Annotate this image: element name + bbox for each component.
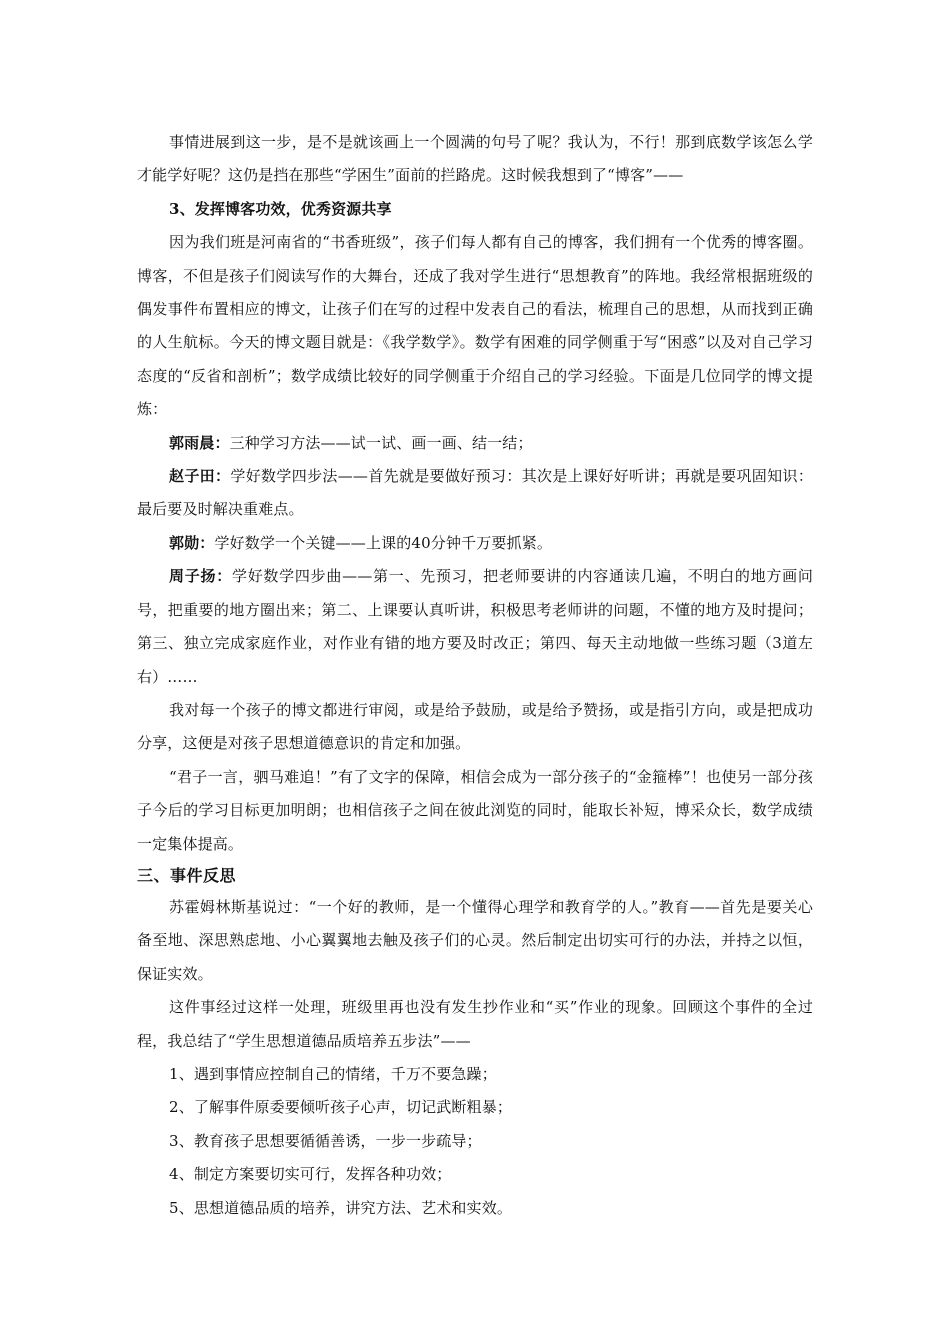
list-item: 5、思想道德品质的培养，讲究方法、艺术和实效。 [169, 1198, 512, 1217]
paragraph-promise: “君子一言，驷马难追！”有了文字的保障，相信会成为一部分孩子的“金箍棒”！也使另一部分孩子今后的学习目标更加明朗；也相信孩子之间在彼此浏览的同时，能取长补短，博采众长，数学成绩一定集体提高。 [137, 767, 813, 853]
section-title: 三、事件反思 [137, 865, 237, 885]
paragraph-review: 我对每一个孩子的博文都进行审阅，或是给予鼓励，或是给予赞扬，或是指引方向，或是把成功分享，这便是对孩子思想道德意识的肯定和加强。 [137, 700, 813, 753]
list-item: 1、遇到事情应控制自己的情绪，千万不要急躁； [169, 1064, 497, 1083]
student-text: 学好数学四步曲——第一、先预习，把老师要讲的内容通读几遍，不明白的地方画问号，把重要的地方圈出来；第二、上课要认真听讲，积极思考老师讲的问题，不懂的地方及时提问；第三、独立完成家庭作业，对作业有错的地方要及时改正；第四、每天主动地做一些练习题（3道左右）…… [137, 567, 813, 686]
student-text: 学好数学四步法——首先就是要做好预习：其次是上课好好听讲；再就是要巩固知识：最后要及时解决重难点。 [137, 467, 813, 519]
student-name: 赵子田： [169, 467, 231, 486]
list-item: 4、制定方案要切实可行，发挥各种功效； [169, 1165, 452, 1184]
student-summary-3 [137, 527, 813, 560]
paragraph-blog: 因为我们班是河南省的“书香班级”，孩子们每人都有自己的博客，我们拥有一个优秀的博客圈。博客，不但是孩子们阅读写作的大舞台，还成了我对学生进行“思想教育”的阵地。我经常根据班级的偶发事件布置相应的博文，让孩子们在写的过程中发表自己的看法，梳理自己的思想，从而找到正确的人生航标。今天的博文题目就是：《我学数学》。数学有困难的同学侧重于写“困惑”以及对自己学习态度的“反省和剖析”；数学成绩比较好的同学侧重于介绍自己的学习经验。下面是几位同学的博文提炼： [137, 233, 813, 419]
student-name: 郭勋： [169, 533, 215, 552]
student-summary-1 [137, 427, 813, 460]
paragraph-quote: 苏霍姆林斯基说过：“一个好的教师，是一个懂得心理学和教育学的人。”教育——首先是要关心备至地、深思熟虑地、小心翼翼地去触及孩子们的心灵。然后制定出切实可行的办法，并持之以恒，保证实效。 [137, 897, 813, 983]
paragraph-summary: 这件事经过这样一处理，班级里再也没有发生抄作业和“买”作业的现象。回顾这个事件的全过程，我总结了“学生思想道德品质培养五步法”—— [137, 998, 813, 1050]
student-text: 学好数学一个关键——上课的40分钟千万要抓紧。 [214, 533, 552, 552]
student-summary-4 [137, 560, 813, 694]
paragraph-intro: 事情进展到这一步，是不是就该画上一个圆满的句号了呢？我认为，不行！那到底数学该怎么学才能学好呢？这仍是挡在那些“学困生”面前的拦路虎。这时候我想到了“博客”—— [137, 133, 813, 185]
student-text: 三种学习方法——试一试、画一画、结一结； [229, 433, 533, 452]
document-page [137, 126, 813, 1225]
student-name: 郭雨晨： [169, 433, 230, 452]
list-item: 3、教育孩子思想要循循善诱，一步一步疏导； [169, 1131, 482, 1150]
subheading-blog: 3、发挥博客功效，优秀资源共享 [169, 199, 392, 218]
student-summary-2 [137, 460, 813, 527]
student-name: 周子扬： [169, 567, 232, 586]
list-item: 2、了解事件原委要倾听孩子心声，切记武断粗暴； [169, 1098, 512, 1117]
